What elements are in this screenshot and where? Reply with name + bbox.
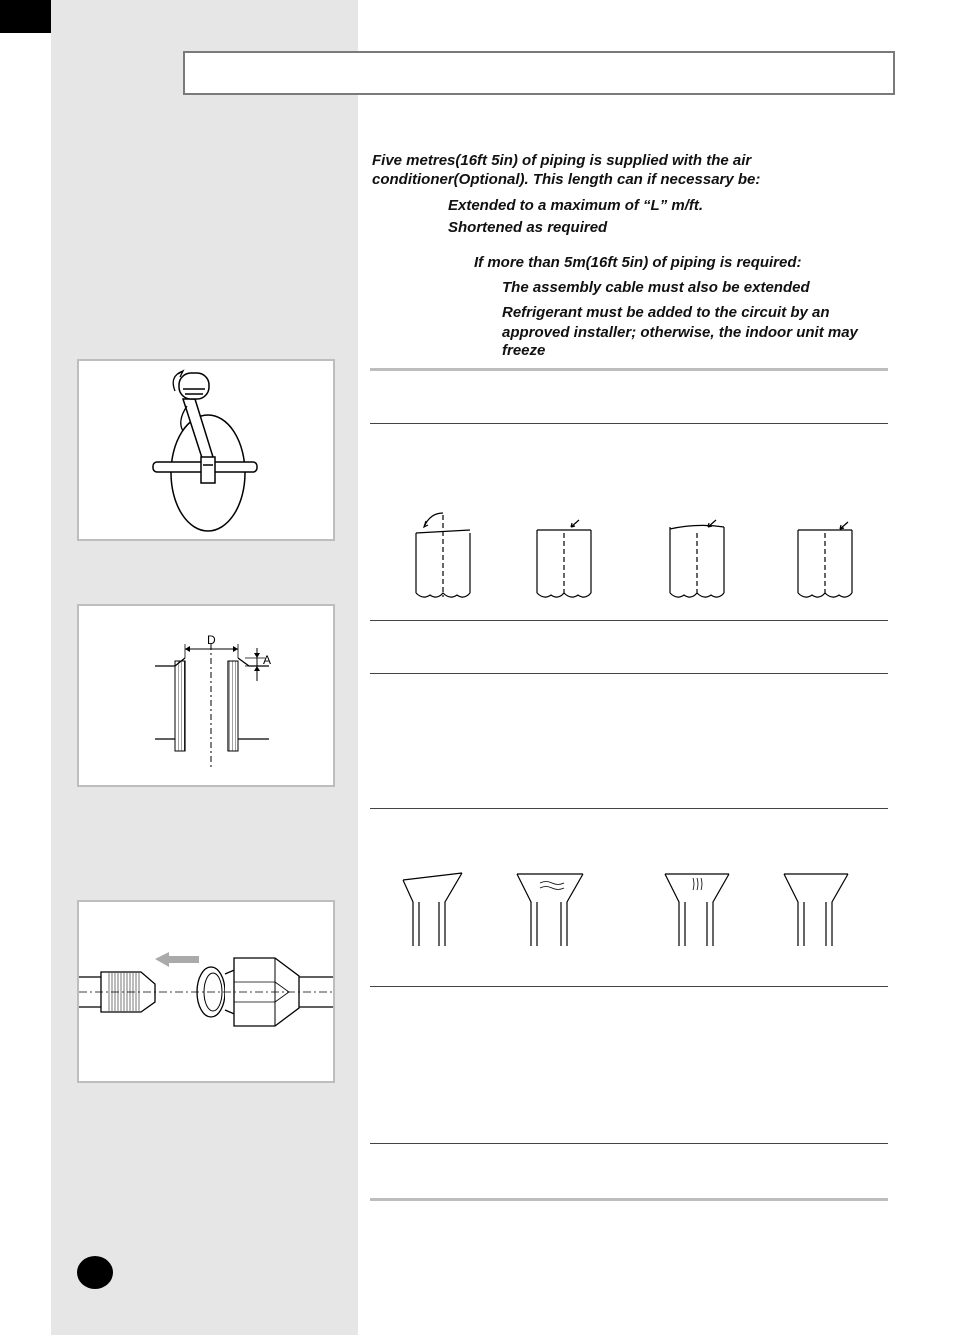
direction-arrow-icon (155, 952, 199, 967)
divider (370, 808, 888, 809)
pipe-cutter-panel (77, 359, 335, 541)
condition-item-2-line-2: approved installer; otherwise, the indoor unit may (502, 324, 858, 341)
option-shortened: Shortened as required (448, 219, 608, 236)
flare-dimension-panel (77, 604, 335, 787)
condition-item-2-line-3: freeze (502, 342, 546, 359)
flare-nut-icon (79, 902, 333, 1081)
label-a: A (263, 653, 272, 667)
pipe-cutter-icon (79, 361, 333, 539)
flare-nut-panel (77, 900, 335, 1083)
intro-line-2: conditioner(Optional). This length can if necessary be: (372, 171, 761, 188)
divider (370, 423, 888, 424)
divider (370, 986, 888, 987)
divider (370, 673, 888, 674)
flare-shape-examples-diagram (395, 866, 875, 951)
pipe-cut-examples-diagram (400, 505, 880, 605)
label-d: D (207, 633, 216, 647)
divider (370, 368, 888, 371)
condition-item-2-line-1: Refrigerant must be added to the circuit by an (502, 304, 830, 321)
intro-line-1: Five metres(16ft 5in) of piping is supplied with the air (372, 152, 752, 169)
section-title-box (183, 51, 895, 95)
option-extended: Extended to a maximum of “L” m/ft. (448, 197, 704, 214)
condition-item-1: The assembly cable must also be extended (502, 279, 810, 296)
flare-cross-section-icon (79, 606, 333, 785)
divider (370, 1198, 888, 1201)
divider (370, 620, 888, 621)
condition-heading: If more than 5m(16ft 5in) of piping is required: (474, 254, 802, 271)
divider (370, 1143, 888, 1144)
page-number-marker (77, 1256, 113, 1289)
